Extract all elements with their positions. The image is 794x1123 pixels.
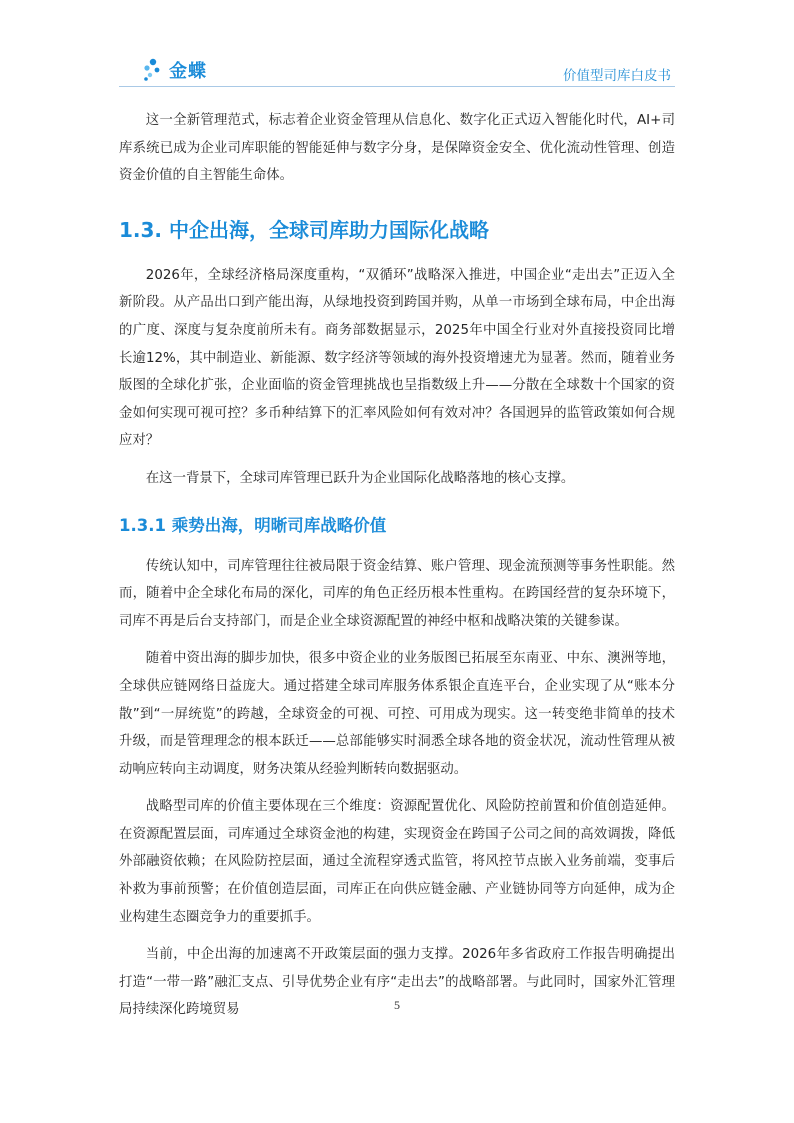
subsection-paragraph: 随着中资出海的脚步加快，很多中资企业的业务版图已拓展至东南亚、中东、澳洲等地，全球供应链网络日益庞大。通过搭建全球司库服务体系银企直连平台，企业实现了从“账本分散”到“一屏统览”的跨越，全球资金的可视、可控、可用成为现实。这一转变绝非简单的技术升级，而是管理理念的根本跃迁——总部能够实时洞悉全球各地的资金状况，流动性管理从被动响应转向主动调度，财务决策从经验判断转向数据驱动。 [119, 651, 675, 777]
butterfly-logo-icon [143, 58, 163, 82]
page-number: 5 [394, 998, 400, 1012]
subsection-heading: 1.3.1 乘势出海，明晰司库战略价值 [119, 515, 387, 535]
subsection-paragraph: 传统认知中，司库管理往往被局限于资金结算、账户管理、现金流预测等事务性职能。然而，随着中企全球化布局的深化，司库的角色正经历根本性重构。在跨国经营的复杂环境下，司库不再是后台支持部门，而是企业全球资源配置的神经中枢和战略决策的关键参谋。 [119, 558, 675, 629]
subsection-paragraph: 当前，中企出海的加速离不开政策层面的强力支撑。2026年多省政府工作报告明确提出打造“一带一路”融汇支点、引导优势企业有序“走出去”的战略部署。与此同时，国家外汇管理局持续深化跨境贸易 [119, 947, 675, 1018]
section-paragraph: 在这一背景下，全球司库管理已跃升为企业国际化战略落地的核心支撑。 [145, 470, 575, 486]
subsection-paragraph: 战略型司库的价值主要体现在三个维度：资源配置优化、风险防控前置和价值创造延伸。在资源配置层面，司库通过全球资金池的构建，实现资金在跨国子公司之间的高效调拨，降低外部融资依赖；在风险防控层面，通过全流程穿透式监管，将风控节点嵌入业务前端，变事后补救为事前预警；在价值创造层面，司库正在向供应链金融、产业链协同等方向延伸，成为企业构建生态圈竞争力的重要抓手。 [119, 799, 675, 925]
logo-text: 金蝶 [169, 61, 207, 82]
brand-logo [143, 57, 207, 83]
document-title: 价值型司库白皮书 [563, 68, 671, 84]
section-heading: 1.3. 中企出海，全球司库助力国际化战略 [119, 217, 489, 242]
page-header [119, 50, 675, 86]
intro-paragraph: 这一全新管理范式，标志着企业资金管理从信息化、数字化正式迈入智能化时代，AI+司库系统已成为企业司库职能的智能延伸与数字分身，是保障资金安全、优化流动性管理、创造资金价值的自主智能生命体。 [119, 113, 675, 184]
section-paragraph: 2026年，全球经济格局深度重构，“双循环”战略深入推进，中国企业“走出去”正迈入全新阶段。从产品出口到产能出海，从绿地投资到跨国并购，从单一市场到全球布局，中企出海的广度、深度与复杂度前所未有。商务部数据显示，2025年中国全行业对外直接投资同比增长逾12%，其中制造业、新能源、数字经济等领域的海外投资增速尤为显著。然而，随着业务版图的全球化扩张，企业面临的资金管理挑战也呈指数级上升——分散在全球数十个国家的资金如何实现可视可控？多币种结算下的汇率风险如何有效对冲？各国迥异的监管政策如何合规应对？ [119, 267, 675, 449]
page-content [119, 107, 675, 1024]
header-divider [119, 86, 675, 87]
